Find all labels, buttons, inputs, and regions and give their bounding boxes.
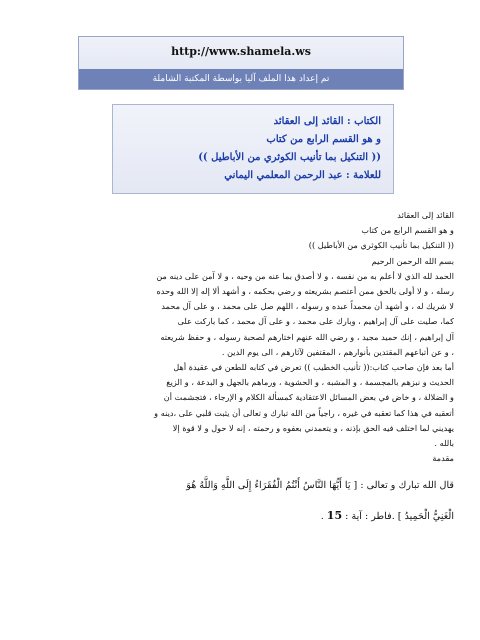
paragraph-line: الحديث و نبزهم بالمجسمة ، و المشبه ، و الحشوية ، ورماهم بالجهل و البدعة ، و الزيغ	[166, 377, 454, 388]
site-url[interactable]: http://www.shamela.ws	[171, 45, 311, 58]
intro-line: القائد إلى العقائد	[397, 210, 454, 220]
ayah-number: 15	[326, 508, 343, 522]
paragraph-line: ، و عن أتباعهم المقتدين بأنوارهم ، المقتفين لآثارهم ، الى يوم الدين .	[221, 346, 454, 357]
intro-line: و هو القسم الرابع من كتاب	[361, 225, 454, 236]
paragraph-line: آل إبراهيم ، إنك حميد مجيد ، و رضي الله عنهم اختارهم لصحبة رسوله ، و حفظ شريعته	[160, 331, 454, 342]
book-title-line: الكتاب : القائد إلى العقائد	[273, 116, 381, 127]
header-banner	[78, 36, 404, 90]
quran-line-end: .	[320, 510, 327, 522]
book-part-line: و هو القسم الرابع من كتاب	[266, 134, 381, 145]
quran-line: قال الله تبارك و تعالى : [ يَا أَيُّهَا النَّاسُ أَنْتُمُ الْفُقَرَاءُ إِلَى اللَّهِ وَاللَّهُ هُوَ	[186, 480, 454, 492]
quran-line-2	[34, 506, 454, 527]
header-band-text: تم إعداد هذا الملف آليا بواسطة المكتبة الشاملة	[79, 69, 403, 89]
paragraph-line: رسله ، و لا أولى بالحق ممن أعتصم بشريعته و رضي بحكمه ، و أشهد ألا إله إلا الله وحده	[156, 286, 454, 297]
paragraph-line: أما بعد فإن صاحب كتاب:(( تأنيب الخطيب )) تعرض في كتابه للطعن في عقيدة أهل	[173, 362, 454, 373]
paragraph-line: كما، صليت على آل إبراهيم ، وبارك على محمد ، و على آل محمد ، كما باركت على	[177, 316, 454, 327]
basmala: بسم الله الرحمن الرحيم	[371, 255, 454, 266]
paragraph-line: يهديني لما اختلف فيه الحق بإذنه ، و يتعمدني بعفوه و رحمته ، إنه لا حول و لا قوة إلا	[172, 422, 454, 433]
book-parent-line: (( التنكيل بما تأنيب الكوثري من الأباطيل ))	[198, 152, 381, 163]
quran-line-text: الْغَنِيُّ الْحَمِيدُ ] .فاطر : آية :	[342, 510, 454, 522]
paragraph-line: بالله .	[434, 438, 454, 449]
paragraph-line: و الضلالة ، و خاض في بعض المسائل الاعتقادية كمسألة الكلام و الإرجاء ، فتجشمت أن	[163, 392, 454, 403]
paragraph-line: الحمد لله الذي لا أعلم به من نفسه ، و لا أصدق بما عنه من وحيه ، و لا آمن على دينه من	[156, 270, 454, 281]
book-content	[34, 208, 454, 536]
book-info-card	[112, 104, 394, 194]
section-title: مقدمة	[432, 453, 454, 464]
paragraph-line: أتعقبه في هذا كما تعقبه في غيره ، راجياً من الله تبارك و تعالى أن يثبت قلبي على ،دينه و	[154, 407, 454, 418]
paragraph-line: لا شريك له ، و أشهد أن محمداً عبده و رسوله ، اللهم صل على محمد ، و على آل محمد	[161, 301, 454, 312]
book-author-line: للعلامة : عبد الرحمن المعلمي اليماني	[224, 170, 381, 181]
intro-line: (( التنكيل بما تأنيب الكوثري من الأباطيل ))	[308, 240, 454, 251]
